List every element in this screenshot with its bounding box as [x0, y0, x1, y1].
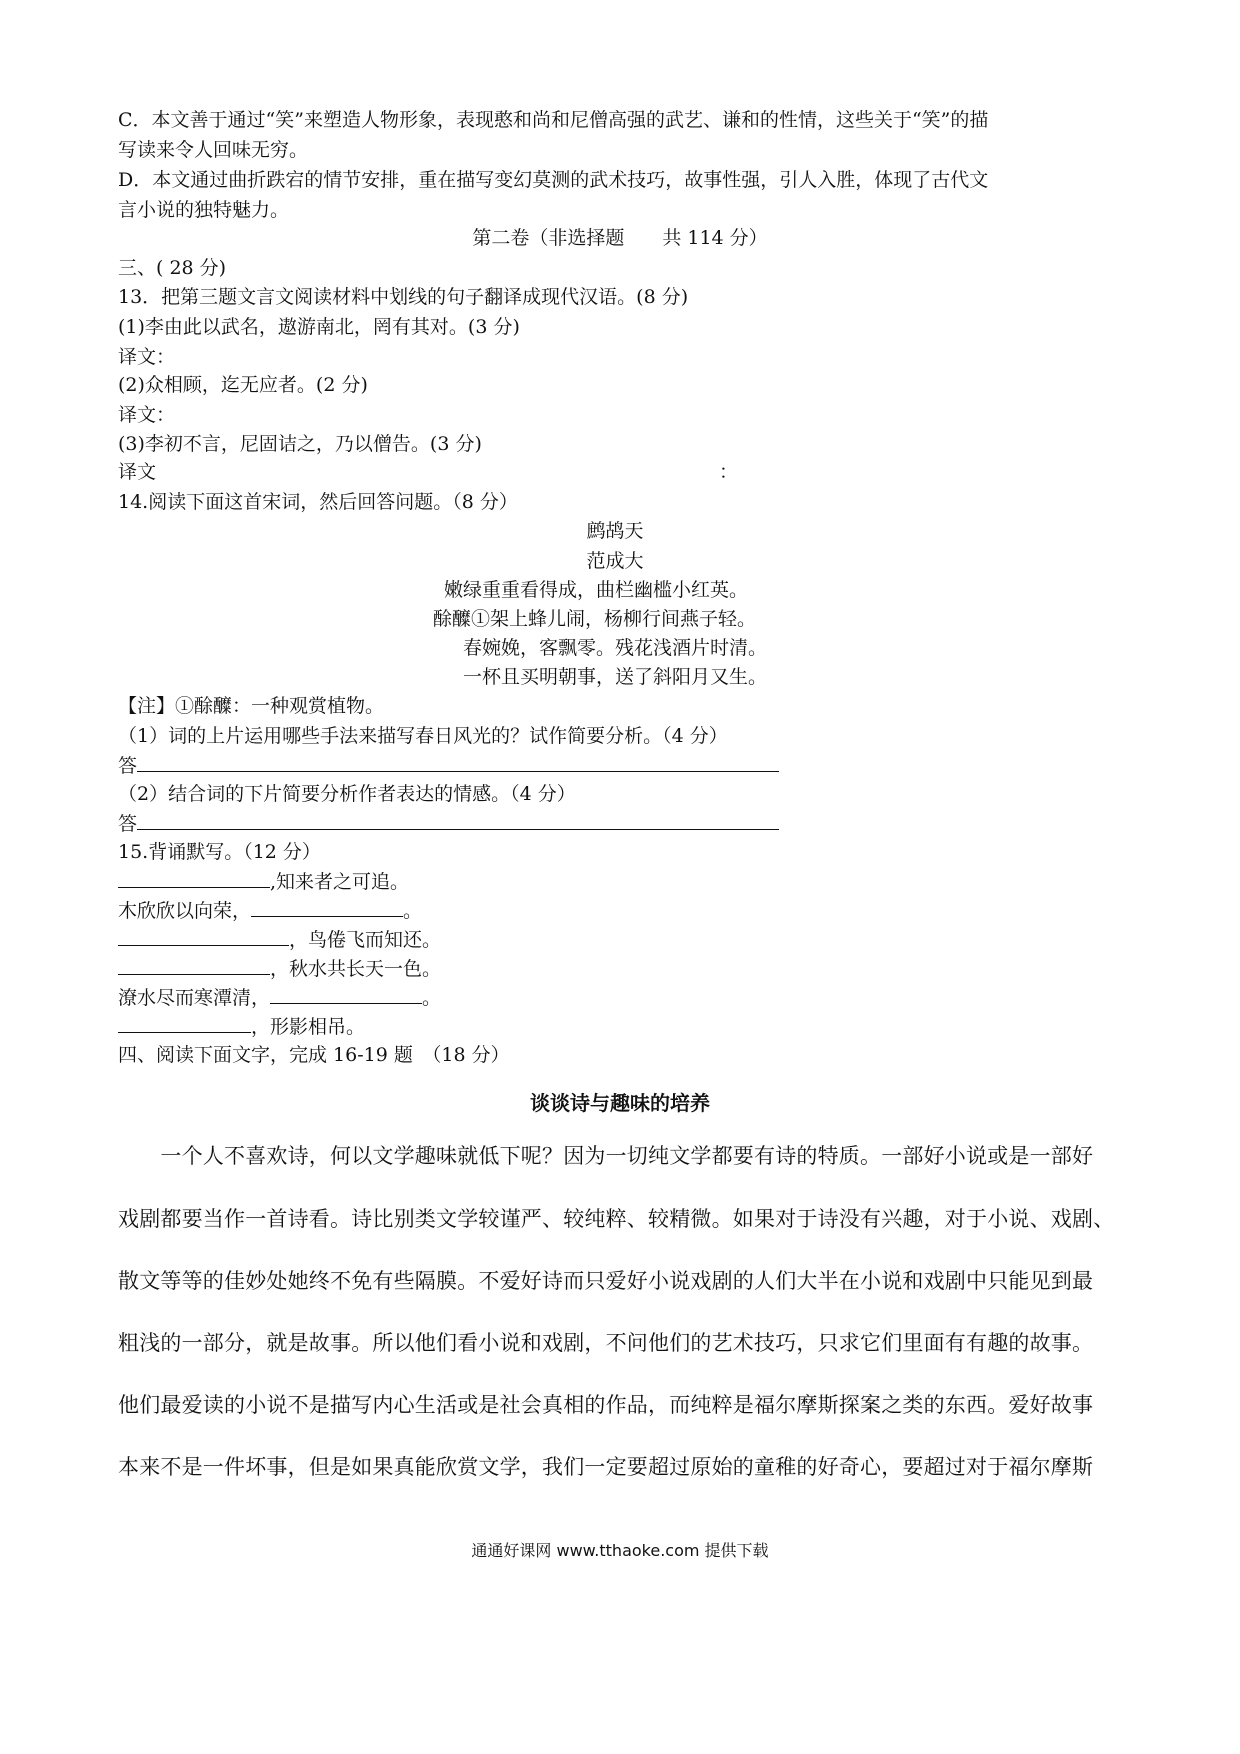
q14-sub1: （1）词的上片运用哪些手法来描写春日风光的？试作简要分析。（4 分） [118, 725, 728, 747]
recite-line-4 [118, 954, 441, 983]
recite-text-6: ，形影相吊。 [251, 1016, 366, 1038]
answer-line-2 [118, 809, 779, 838]
option-c-line1: C．本文善于通过“笑”来塑造人物形象，表现憨和尚和尼僧高强的武艺、谦和的性情，这些关于“笑”的描 [118, 109, 989, 131]
part3-heading: 三、( 28 分) [118, 257, 227, 279]
recite-text-5a: 潦水尽而寒潭清， [118, 987, 271, 1009]
poem-line-2: 酴醾①架上蜂儿闹，杨柳行间燕子轻。 [433, 608, 757, 630]
recite-line-1 [118, 867, 409, 896]
recite-blank-4[interactable] [118, 954, 270, 975]
recite-text-2b: 。 [403, 900, 423, 922]
answer-line-1 [118, 751, 779, 780]
recite-blank-2[interactable] [251, 896, 403, 917]
translation-label-1: 译文： [118, 346, 176, 368]
option-d-line1: D．本文通过曲折跌宕的情节安排，重在描写变幻莫测的武术技巧，故事性强，引人入胜，体现了古代文 [118, 169, 989, 191]
translation-label-3: 译文 [118, 461, 157, 483]
poem-note: 【注】①酴醾：一种观赏植物。 [118, 695, 385, 717]
recite-blank-3[interactable] [118, 925, 289, 946]
translation-colon-3: ： [719, 461, 739, 483]
essay-title: 谈谈诗与趣味的培养 [530, 1091, 710, 1115]
q14-prompt: 14.阅读下面这首宋词，然后回答问题。（8 分） [118, 491, 518, 513]
recite-line-3 [118, 925, 441, 954]
recite-blank-1[interactable] [118, 867, 270, 888]
recite-blank-6[interactable] [118, 1012, 251, 1033]
recite-line-5 [118, 983, 441, 1012]
q13-sub3: (3)李初不言，尼固诘之，乃以僧告。(3 分) [118, 433, 482, 455]
translation-label-2: 译文： [118, 404, 176, 426]
q15-prompt: 15.背诵默写。（12 分） [118, 841, 321, 863]
answer-blank-1[interactable] [137, 751, 779, 772]
essay-line-3: 散文等等的佳妙处她终不免有些隔膜。不爱好诗而只爱好小说戏剧的人们大半在小说和戏剧中只能见到最 [118, 1269, 1094, 1293]
essay-line-1: 一个人不喜欢诗，何以文学趣味就低下呢？因为一切纯文学都要有诗的特质。一部好小说或是一部好 [118, 1144, 1094, 1168]
recite-blank-5[interactable] [270, 983, 422, 1004]
recite-text-5b: 。 [422, 987, 442, 1009]
essay-line-4: 粗浅的一部分，就是故事。所以他们看小说和戏剧，不问他们的艺术技巧，只求它们里面有有趣的故事。 [118, 1331, 1094, 1355]
recite-text-2a: 木欣欣以向荣， [118, 900, 252, 922]
answer-label-2: 答 [118, 813, 138, 835]
recite-text-4: ，秋水共长天一色。 [270, 958, 442, 980]
part4-heading: 四、阅读下面文字，完成 16-19 题 （18 分） [118, 1044, 510, 1066]
option-d-line2: 言小说的独特魅力。 [118, 199, 290, 221]
poem-line-4: 一杯且买明朝事，送了斜阳月又生。 [463, 666, 768, 688]
poem-line-3: 春婉娩，客飘零。残花浅酒片时清。 [463, 637, 768, 659]
q14-sub2: （2）结合词的下片简要分析作者表达的情感。（4 分） [118, 783, 576, 805]
section2-title: 第二卷（非选择题 共 114 分） [472, 227, 768, 249]
essay-line-2: 戏剧都要当作一首诗看。诗比别类文学较谨严、较纯粹、较精微。如果对于诗没有兴趣，对于小说、戏剧、 [118, 1207, 1115, 1231]
option-c-line2: 写读来令人回味无穷。 [118, 139, 309, 161]
q13-sub1: (1)李由此以武名，遨游南北，罔有其对。(3 分) [118, 316, 520, 338]
q13-prompt: 13．把第三题文言文阅读材料中划线的句子翻译成现代汉语。(8 分) [118, 286, 689, 308]
essay-line-6: 本来不是一件坏事，但是如果真能欣赏文学，我们一定要超过原始的童稚的好奇心，要超过对于福尔摩斯 [118, 1455, 1094, 1479]
poem-title: 鹧鸪天 [586, 520, 644, 542]
page-footer: 通通好课网 www.tthaoke.com 提供下载 [471, 1541, 769, 1560]
poem-line-1: 嫩绿重重看得成，曲栏幽槛小红英。 [444, 579, 749, 601]
recite-line-2 [118, 896, 422, 925]
recite-text-3: ，鸟倦飞而知还。 [289, 929, 442, 951]
answer-label-1: 答 [118, 755, 138, 777]
q13-sub2: (2)众相顾，迄无应者。(2 分) [118, 374, 368, 396]
essay-line-5: 他们最爱读的小说不是描写内心生活或是社会真相的作品，而纯粹是福尔摩斯探案之类的东西。爱好故事 [118, 1393, 1094, 1417]
answer-blank-2[interactable] [137, 809, 779, 830]
recite-text-1: ,知来者之可追。 [270, 871, 410, 893]
poem-author: 范成大 [586, 550, 644, 572]
recite-line-6 [118, 1012, 365, 1041]
